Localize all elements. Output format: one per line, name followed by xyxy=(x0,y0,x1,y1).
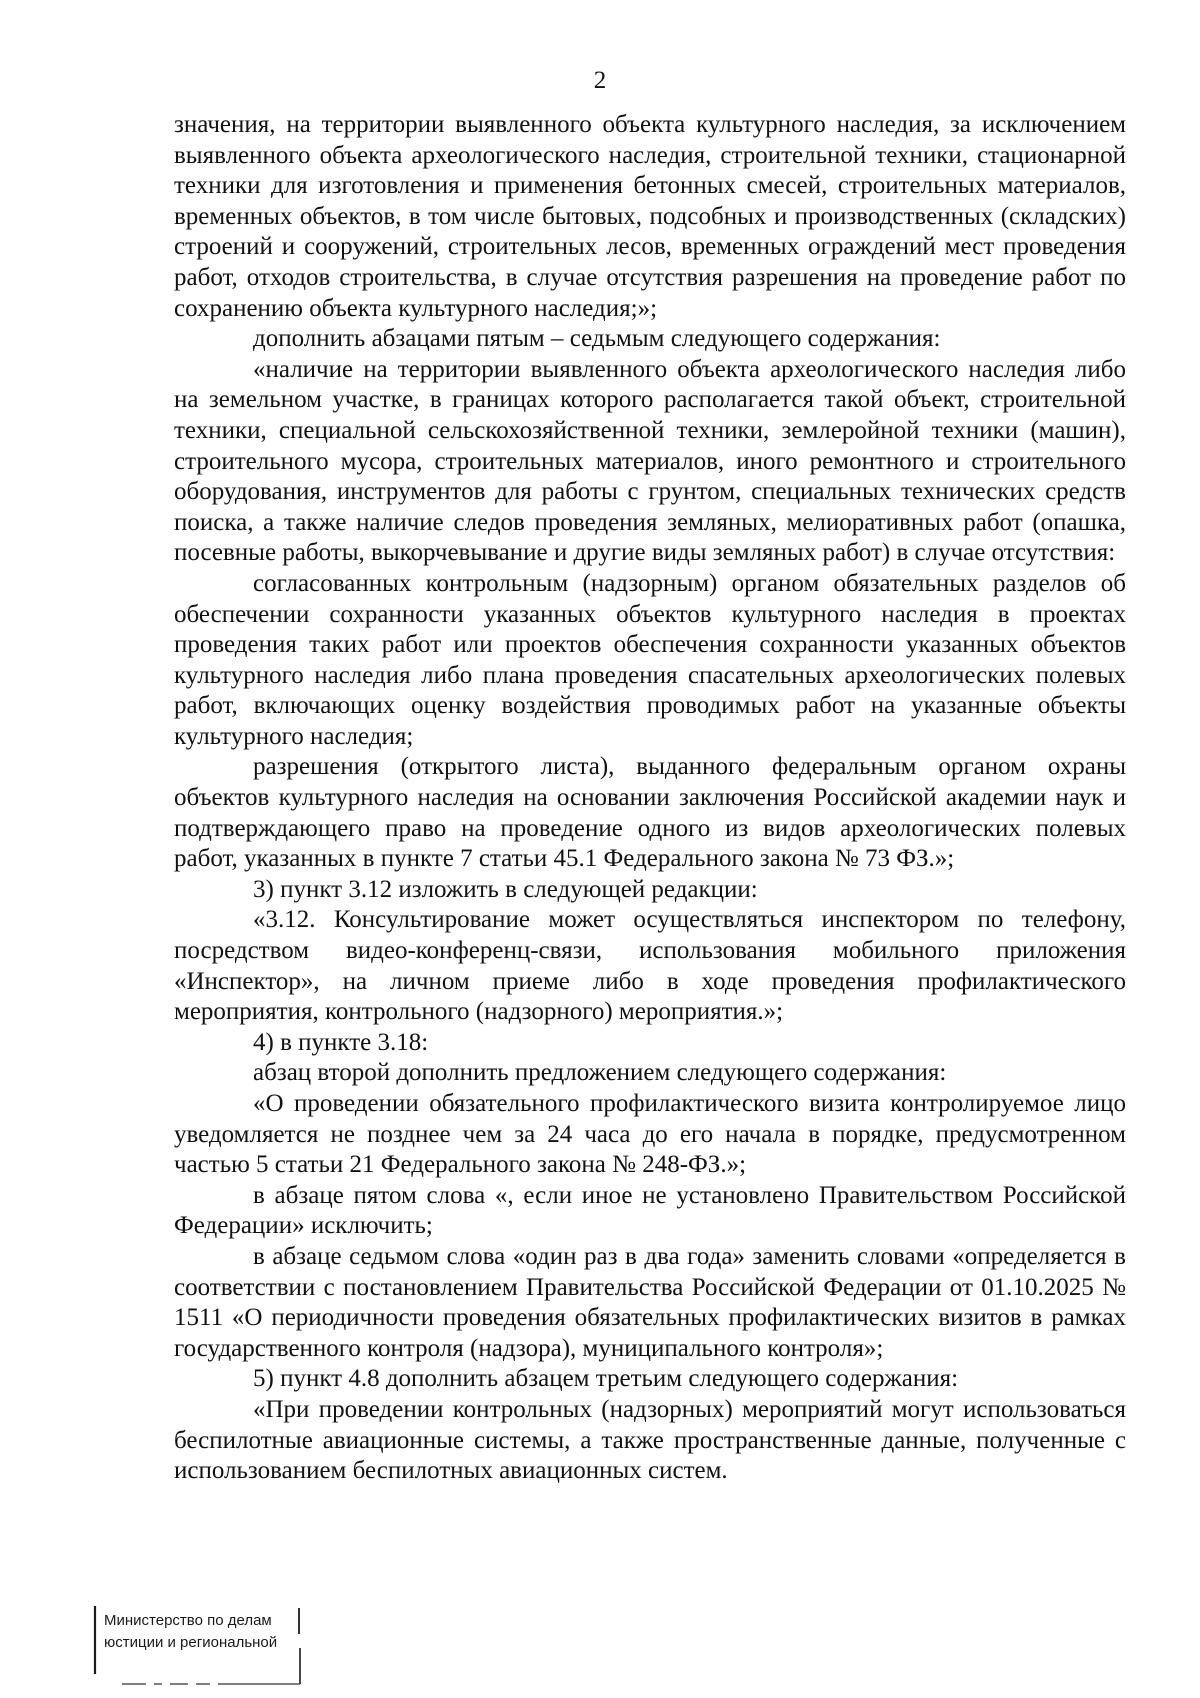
paragraph-second-subparagraph: абзац второй дополнить предложением следующего содержания: xyxy=(253,1059,947,1087)
paragraph-archaeological-presence: «наличие на территории выявленного объекта археологического наследия либо на земельном участке, в границах которого располагается такой объект, строительной техники, специальной сельскохозяйственной техники, землеройной техники (машин), строительного мусора, строительных материалов, иного ремонтного и строительного оборудования, инструментов для работы с грунтом, специальных технических средств поиска, а также наличие следов проведения земляных, мелиоративных работ (опашка, посевные работы, выкорчевывание и другие виды земляных работ) в случае отсутствия: xyxy=(174,355,1126,567)
paragraph-agreed-sections: согласованных контрольным (надзорным) органом обязательных разделов об обеспечении сохранности указанных объектов культурного наследия в проектах проведения таких работ или проектов обеспечения сохранности указанных объектов культурного наследия либо плана проведения спасательных археологических полевых работ, включающих оценку воздействия проводимых работ на указанные объекты культурного наследия; xyxy=(174,569,1126,750)
paragraph-consulting: «3.12. Консультирование может осуществляться инспектором по телефону, посредством видео-конференц-связи, использования мобильного приложения «Инспектор», на личном приеме либо в ходе проведения профилактического мероприятия, контрольного (надзорного) мероприятия.»; xyxy=(174,906,1126,1026)
document-body xyxy=(174,110,1126,1487)
paragraph-item-4: 4) в пункте 3.18: xyxy=(253,1028,429,1056)
paragraph-open-sheet-permit: разрешения (открытого листа), выданного федеральным органом охраны объектов культурного наследия на основании заключения Российской академии наук и подтверждающего право на проведение одного из видов археологических полевых работ, указанных в пункте 7 статьи 45.1 Федерального закона № 73 ФЗ.»; xyxy=(174,753,1126,873)
page-number: 2 xyxy=(593,67,607,94)
paragraph-fifth-subparagraph: в абзаце пятом слова «, если иное не установлено Правительством Российской Федерации» исключить; xyxy=(174,1181,1126,1240)
paragraph-item-3: 3) пункт 3.12 изложить в следующей редакции: xyxy=(253,875,758,903)
paragraph-add-subparagraphs: дополнить абзацами пятым – седьмым следующего содержания: xyxy=(253,325,941,353)
paragraph-continuation: значения, на территории выявленного объекта культурного наследия, за исключением выявленного объекта археологического наследия, строительной техники, стационарной техники для изготовления и применения бетонных смесей, строительных материалов, временных объектов, в том числе бытовых, подсобных и производственных (складских) строений и сооружений, строительных лесов, временных ограждений мест проведения работ, отходов строительства, в случае отсутствия разрешения на проведение работ по сохранению объекта культурного наследия;»; xyxy=(174,111,1126,322)
stamp-line-1: Министерство по делам xyxy=(104,1612,272,1629)
paragraph-preventive-visit: «О проведении обязательного профилактического визита контролируемое лицо уведомляется не позднее чем за 24 часа до его начала в порядке, предусмотренном частью 5 статьи 21 Федерального закона № 248-ФЗ.»; xyxy=(174,1090,1126,1179)
paragraph-item-5: 5) пункт 4.8 дополнить абзацем третьим следующего содержания: xyxy=(253,1365,959,1393)
paragraph-seventh-subparagraph: в абзаце седьмом слова «один раз в два года» заменить словами «определяется в соответствии с постановлением Правительства Российской Федерации от 01.10.2025 № 1511 «О периодичности проведения обязательных профилактических визитов в рамках государственного контроля (надзора), муниципального контроля»; xyxy=(174,1242,1126,1362)
ministry-stamp xyxy=(92,1604,304,1692)
paragraph-drones: «При проведении контрольных (надзорных) мероприятий могут использоваться беспилотные авиационные системы, а также пространственные данные, полученные с использованием беспилотных авиационных систем. xyxy=(174,1395,1126,1485)
stamp-line-2: юстиции и региональной xyxy=(104,1634,278,1651)
